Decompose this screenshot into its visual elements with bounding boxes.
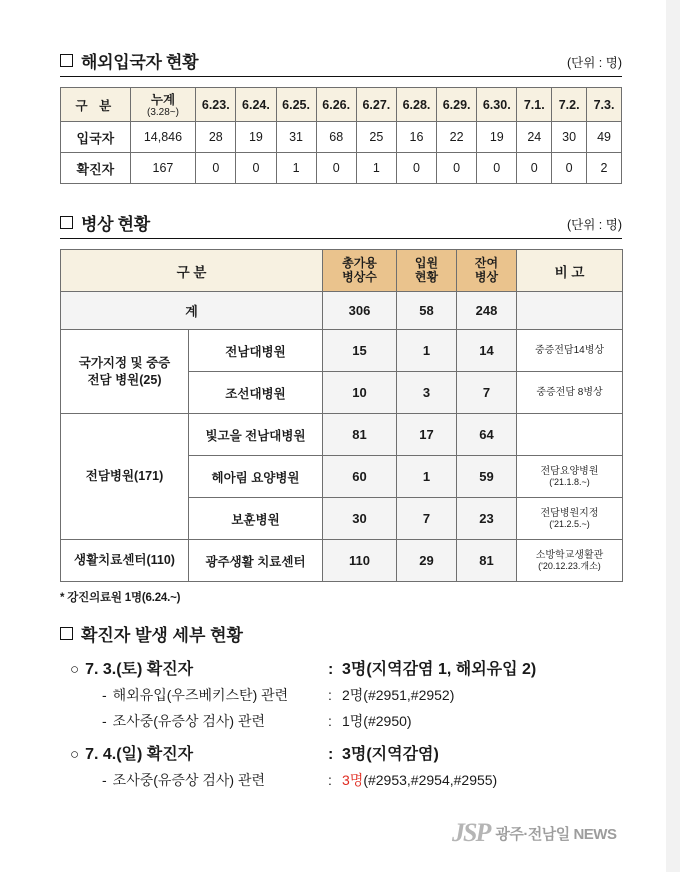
header-date-9: 7.2. bbox=[552, 88, 587, 122]
header-cumulative-sub: (3.28~) bbox=[146, 107, 179, 119]
colon-separator: : bbox=[328, 687, 332, 703]
detail-heading-value: 3명(지역감염) bbox=[342, 746, 439, 763]
watermark-text: 광주·전남일 NEWS bbox=[495, 825, 617, 843]
row-confirmed-v7: 0 bbox=[477, 153, 517, 184]
hospital-name: 빛고을 전남대병원 bbox=[189, 414, 323, 456]
section1-title-group bbox=[60, 48, 198, 73]
beds-status-table bbox=[60, 249, 623, 582]
header-division: 구 분 bbox=[61, 88, 131, 122]
header-date-1: 6.24. bbox=[236, 88, 276, 122]
checkbox-square-icon bbox=[60, 627, 73, 640]
section1-unit: (단위 : 명) bbox=[567, 56, 622, 70]
table-row-total bbox=[61, 292, 623, 330]
hospital-note bbox=[517, 414, 623, 456]
dash-bullet-icon: - bbox=[102, 687, 107, 703]
row-label-arrivals: 입국자 bbox=[61, 122, 131, 153]
row-confirmed-v8: 0 bbox=[517, 153, 552, 184]
hospital-note: 전담요양병원 ('21.1.8.~) bbox=[517, 456, 623, 498]
group-label-dedicated: 전담병원(171) bbox=[61, 414, 189, 540]
header-date-6: 6.29. bbox=[437, 88, 477, 122]
row-confirmed-v6: 0 bbox=[437, 153, 477, 184]
header-cumulative: 누계 (3.28~) bbox=[130, 88, 196, 122]
header-date-5: 6.28. bbox=[396, 88, 436, 122]
row-arrivals-v9: 30 bbox=[552, 122, 587, 153]
row-arrivals-v3: 68 bbox=[316, 122, 356, 153]
dash-bullet-icon: - bbox=[102, 772, 107, 788]
dash-bullet-icon: - bbox=[102, 713, 107, 729]
section1-title: 해외입국자 현황 bbox=[81, 53, 199, 72]
detail-item-value: 1명(#2950) bbox=[342, 713, 412, 729]
table-row bbox=[61, 153, 622, 184]
detail-item bbox=[60, 711, 622, 731]
colon-separator: : bbox=[328, 772, 332, 788]
header-date-0: 6.23. bbox=[196, 88, 236, 122]
row-confirmed-v0: 0 bbox=[196, 153, 236, 184]
header-date-8: 7.1. bbox=[517, 88, 552, 122]
detail-item-label: 조사중(유증상 검사) 관련 bbox=[112, 713, 266, 729]
section-confirmed-details bbox=[60, 621, 622, 790]
checkbox-square-icon bbox=[60, 54, 73, 67]
table-header-row bbox=[61, 250, 623, 292]
section2-unit: (단위 : 명) bbox=[567, 218, 622, 232]
hospital-remaining: 81 bbox=[457, 540, 517, 582]
hospital-total-beds: 60 bbox=[323, 456, 397, 498]
header-note: 비 고 bbox=[517, 250, 623, 292]
hospital-name: 헤아림 요양병원 bbox=[189, 456, 323, 498]
detail-heading-label: 7. 3.(토) 확진자 bbox=[85, 661, 194, 678]
document-content bbox=[60, 48, 622, 796]
watermark bbox=[452, 818, 616, 848]
hospital-admitted: 1 bbox=[397, 456, 457, 498]
hospital-total-beds: 30 bbox=[323, 498, 397, 540]
hospital-note: 소방학교생활관 ('20.12.23.개소) bbox=[517, 540, 623, 582]
row-confirmed-cum: 167 bbox=[130, 153, 196, 184]
detail-item bbox=[60, 770, 622, 790]
hospital-total-beds: 15 bbox=[323, 330, 397, 372]
header-total-beds: 총가용 병상수 bbox=[323, 250, 397, 292]
detail-item-label: 해외유입(우즈베키스탄) 관련 bbox=[112, 687, 289, 703]
hospital-admitted: 29 bbox=[397, 540, 457, 582]
header-date-3: 6.26. bbox=[316, 88, 356, 122]
detail-heading bbox=[60, 741, 622, 764]
table-row bbox=[61, 414, 623, 456]
beds-footnote: * 강진의료원 1명(6.24.~) bbox=[60, 592, 181, 604]
hospital-note: 중증전담 8병상 bbox=[517, 372, 623, 414]
section3-title: 확진자 발생 세부 현황 bbox=[81, 626, 243, 645]
hospital-remaining: 23 bbox=[457, 498, 517, 540]
row-confirmed-v9: 0 bbox=[552, 153, 587, 184]
table-row bbox=[61, 330, 623, 372]
header-date-2: 6.25. bbox=[276, 88, 316, 122]
row-arrivals-v8: 24 bbox=[517, 122, 552, 153]
table-row bbox=[61, 540, 623, 582]
hospital-admitted: 3 bbox=[397, 372, 457, 414]
hospital-admitted: 17 bbox=[397, 414, 457, 456]
total-remaining: 248 bbox=[457, 292, 517, 330]
detail-heading bbox=[60, 656, 622, 679]
hospital-total-beds: 10 bbox=[323, 372, 397, 414]
detail-heading-value: 3명(지역감염 1, 해외유입 2) bbox=[342, 661, 537, 678]
section-header-beds bbox=[60, 210, 622, 239]
hospital-total-beds: 81 bbox=[323, 414, 397, 456]
header-admitted: 입원 현황 bbox=[397, 250, 457, 292]
row-arrivals-v2: 31 bbox=[276, 122, 316, 153]
row-arrivals-cum: 14,846 bbox=[130, 122, 196, 153]
total-note bbox=[517, 292, 623, 330]
row-confirmed-v1: 0 bbox=[236, 153, 276, 184]
colon-separator: : bbox=[328, 713, 332, 729]
section2-title: 병상 현황 bbox=[81, 215, 150, 234]
row-arrivals-v7: 19 bbox=[477, 122, 517, 153]
hospital-admitted: 7 bbox=[397, 498, 457, 540]
detail-item-value-highlight: 3명 bbox=[342, 772, 364, 788]
detail-group-1 bbox=[60, 741, 622, 790]
detail-item-value-rest: (#2953,#2954,#2955) bbox=[363, 772, 498, 788]
header-division: 구 분 bbox=[61, 250, 323, 292]
row-arrivals-v10: 49 bbox=[587, 122, 622, 153]
hospital-remaining: 14 bbox=[457, 330, 517, 372]
page-right-margin bbox=[666, 0, 680, 872]
detail-item bbox=[60, 685, 622, 705]
group-label-living-treatment: 생활치료센터(110) bbox=[61, 540, 189, 582]
header-date-7: 6.30. bbox=[477, 88, 517, 122]
hospital-name: 광주생활 치료센터 bbox=[189, 540, 323, 582]
watermark-logo: JSP bbox=[452, 818, 490, 847]
hospital-remaining: 7 bbox=[457, 372, 517, 414]
colon-separator: : bbox=[328, 746, 334, 763]
row-arrivals-v5: 16 bbox=[396, 122, 436, 153]
header-date-4: 6.27. bbox=[356, 88, 396, 122]
colon-separator: : bbox=[328, 661, 334, 678]
row-arrivals-v6: 22 bbox=[437, 122, 477, 153]
row-label-confirmed: 확진자 bbox=[61, 153, 131, 184]
hospital-remaining: 59 bbox=[457, 456, 517, 498]
overseas-arrivals-table bbox=[60, 87, 622, 184]
hospital-note: 전담병원지정 ('21.2.5.~) bbox=[517, 498, 623, 540]
row-confirmed-v2: 1 bbox=[276, 153, 316, 184]
section2-title-group bbox=[60, 210, 150, 235]
circle-bullet-icon: ○ bbox=[70, 746, 80, 763]
detail-heading-label: 7. 4.(일) 확진자 bbox=[85, 746, 194, 763]
row-confirmed-v4: 1 bbox=[356, 153, 396, 184]
detail-item-value: 2명(#2951,#2952) bbox=[342, 687, 455, 703]
hospital-admitted: 1 bbox=[397, 330, 457, 372]
table-row bbox=[61, 122, 622, 153]
hospital-name: 전남대병원 bbox=[189, 330, 323, 372]
hospital-note: 중증전담14병상 bbox=[517, 330, 623, 372]
row-arrivals-v4: 25 bbox=[356, 122, 396, 153]
row-arrivals-v0: 28 bbox=[196, 122, 236, 153]
checkbox-square-icon bbox=[60, 216, 73, 229]
row-confirmed-v5: 0 bbox=[396, 153, 436, 184]
row-confirmed-v10: 2 bbox=[587, 153, 622, 184]
hospital-remaining: 64 bbox=[457, 414, 517, 456]
hospital-name: 조선대병원 bbox=[189, 372, 323, 414]
total-beds: 306 bbox=[323, 292, 397, 330]
detail-item-label: 조사중(유증상 검사) 관련 bbox=[112, 772, 266, 788]
group-label-national: 국가지정 및 중증 전담 병원(25) bbox=[61, 330, 189, 414]
detail-group-0 bbox=[60, 656, 622, 731]
section-header-overseas-arrivals bbox=[60, 48, 622, 77]
hospital-name: 보훈병원 bbox=[189, 498, 323, 540]
table-header-row bbox=[61, 88, 622, 122]
row-arrivals-v1: 19 bbox=[236, 122, 276, 153]
total-label: 계 bbox=[61, 292, 323, 330]
circle-bullet-icon: ○ bbox=[70, 661, 80, 678]
header-date-10: 7.3. bbox=[587, 88, 622, 122]
header-remaining: 잔여 병상 bbox=[457, 250, 517, 292]
hospital-total-beds: 110 bbox=[323, 540, 397, 582]
section3-title-group bbox=[60, 621, 622, 646]
row-confirmed-v3: 0 bbox=[316, 153, 356, 184]
total-admitted: 58 bbox=[397, 292, 457, 330]
